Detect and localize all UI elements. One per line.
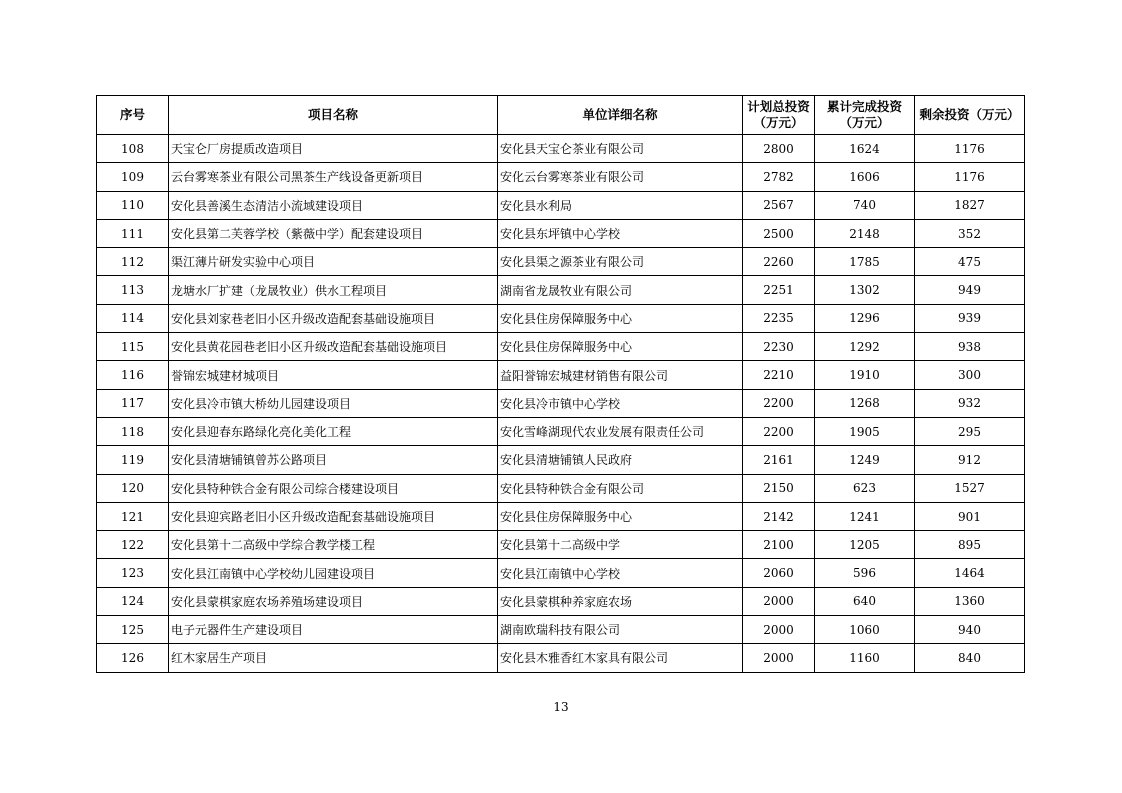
cell-project-name: 誉锦宏城建材城项目 [169,361,498,389]
cell-planned-investment: 2142 [743,502,815,530]
table-row [97,559,1025,587]
cell-project-name: 安化县黄花园巷老旧小区升级改造配套基础设施项目 [169,333,498,361]
cell-planned-investment: 2567 [743,191,815,219]
table-row [97,135,1025,163]
table-row [97,616,1025,644]
header-planned-investment: 计划总投资（万元） [743,96,815,135]
cell-index: 123 [97,559,169,587]
cell-remaining-investment: 840 [915,644,1025,672]
cell-index: 111 [97,219,169,247]
cell-remaining-investment: 1176 [915,163,1025,191]
cell-planned-investment: 2782 [743,163,815,191]
cell-planned-investment: 2000 [743,587,815,615]
cell-completed-investment: 740 [815,191,915,219]
cell-completed-investment: 1606 [815,163,915,191]
cell-project-name: 安化县刘家巷老旧小区升级改造配套基础设施项目 [169,304,498,332]
page-number: 13 [553,700,569,714]
cell-remaining-investment: 475 [915,248,1025,276]
cell-unit-name: 安化县第十二高级中学 [498,531,743,559]
cell-completed-investment: 1060 [815,616,915,644]
cell-planned-investment: 2200 [743,417,815,445]
cell-project-name: 安化县蒙棋家庭农场养殖场建设项目 [169,587,498,615]
table-row [97,474,1025,502]
investment-table [96,95,1025,673]
table-row [97,248,1025,276]
cell-project-name: 安化县第二芙蓉学校（紫薇中学）配套建设项目 [169,219,498,247]
cell-unit-name: 安化县住房保障服务中心 [498,502,743,530]
cell-project-name: 电子元器件生产建设项目 [169,616,498,644]
cell-index: 117 [97,389,169,417]
cell-project-name: 安化县迎宾路老旧小区升级改造配套基础设施项目 [169,502,498,530]
cell-remaining-investment: 932 [915,389,1025,417]
cell-index: 108 [97,135,169,163]
cell-planned-investment: 2260 [743,248,815,276]
table-row [97,219,1025,247]
header-completed-investment: 累计完成投资（万元） [815,96,915,135]
cell-index: 114 [97,304,169,332]
cell-unit-name: 安化县蒙棋种养家庭农场 [498,587,743,615]
table-row [97,333,1025,361]
cell-project-name: 云台雾寒茶业有限公司黑茶生产线设备更新项目 [169,163,498,191]
cell-remaining-investment: 940 [915,616,1025,644]
cell-planned-investment: 2000 [743,644,815,672]
cell-completed-investment: 640 [815,587,915,615]
cell-project-name: 渠江薄片研发实验中心项目 [169,248,498,276]
cell-completed-investment: 1268 [815,389,915,417]
cell-completed-investment: 1292 [815,333,915,361]
table-row [97,163,1025,191]
cell-index: 126 [97,644,169,672]
cell-unit-name: 湖南省龙晟牧业有限公司 [498,276,743,304]
cell-index: 124 [97,587,169,615]
header-index: 序号 [97,96,169,135]
cell-project-name: 龙塘水厂扩建（龙晟牧业）供水工程项目 [169,276,498,304]
cell-index: 110 [97,191,169,219]
header-remaining-investment: 剩余投资（万元） [915,96,1025,135]
cell-unit-name: 安化县东坪镇中心学校 [498,219,743,247]
cell-completed-investment: 1249 [815,446,915,474]
cell-unit-name: 安化县住房保障服务中心 [498,304,743,332]
cell-index: 115 [97,333,169,361]
cell-completed-investment: 1160 [815,644,915,672]
cell-unit-name: 安化县住房保障服务中心 [498,333,743,361]
cell-planned-investment: 2200 [743,389,815,417]
cell-remaining-investment: 1464 [915,559,1025,587]
cell-remaining-investment: 895 [915,531,1025,559]
table-header-row [97,96,1025,135]
cell-project-name: 安化县迎春东路绿化亮化美化工程 [169,417,498,445]
cell-planned-investment: 2500 [743,219,815,247]
cell-project-name: 安化县冷市镇大桥幼儿园建设项目 [169,389,498,417]
cell-index: 119 [97,446,169,474]
cell-index: 109 [97,163,169,191]
cell-planned-investment: 2210 [743,361,815,389]
cell-unit-name: 安化县清塘铺镇人民政府 [498,446,743,474]
cell-planned-investment: 2100 [743,531,815,559]
cell-remaining-investment: 300 [915,361,1025,389]
cell-project-name: 天宝仑厂房提质改造项目 [169,135,498,163]
cell-index: 116 [97,361,169,389]
cell-project-name: 安化县清塘铺镇曾苏公路项目 [169,446,498,474]
cell-planned-investment: 2251 [743,276,815,304]
cell-remaining-investment: 912 [915,446,1025,474]
header-project-name: 项目名称 [169,96,498,135]
cell-project-name: 安化县第十二高级中学综合教学楼工程 [169,531,498,559]
cell-completed-investment: 1785 [815,248,915,276]
cell-project-name: 安化县江南镇中心学校幼儿园建设项目 [169,559,498,587]
cell-remaining-investment: 295 [915,417,1025,445]
cell-unit-name: 安化县渠之源茶业有限公司 [498,248,743,276]
table-row [97,191,1025,219]
cell-project-name: 安化县善溪生态清洁小流域建设项目 [169,191,498,219]
cell-completed-investment: 1624 [815,135,915,163]
cell-completed-investment: 1205 [815,531,915,559]
cell-planned-investment: 2060 [743,559,815,587]
cell-unit-name: 安化县江南镇中心学校 [498,559,743,587]
cell-remaining-investment: 901 [915,502,1025,530]
cell-completed-investment: 1302 [815,276,915,304]
table-row [97,276,1025,304]
table-row [97,587,1025,615]
cell-unit-name: 益阳誉锦宏城建材销售有限公司 [498,361,743,389]
cell-planned-investment: 2800 [743,135,815,163]
cell-index: 122 [97,531,169,559]
cell-planned-investment: 2230 [743,333,815,361]
cell-planned-investment: 2161 [743,446,815,474]
cell-unit-name: 安化云台雾寒茶业有限公司 [498,163,743,191]
cell-completed-investment: 596 [815,559,915,587]
cell-remaining-investment: 1176 [915,135,1025,163]
table-row [97,417,1025,445]
table-row [97,304,1025,332]
cell-remaining-investment: 352 [915,219,1025,247]
cell-index: 120 [97,474,169,502]
cell-unit-name: 安化县冷市镇中心学校 [498,389,743,417]
cell-completed-investment: 1910 [815,361,915,389]
cell-planned-investment: 2150 [743,474,815,502]
cell-project-name: 安化县特种铁合金有限公司综合楼建设项目 [169,474,498,502]
cell-unit-name: 湖南欧瑞科技有限公司 [498,616,743,644]
table-row [97,502,1025,530]
cell-completed-investment: 623 [815,474,915,502]
cell-completed-investment: 1241 [815,502,915,530]
cell-unit-name: 安化县水利局 [498,191,743,219]
cell-remaining-investment: 1360 [915,587,1025,615]
cell-index: 113 [97,276,169,304]
cell-index: 125 [97,616,169,644]
cell-unit-name: 安化县天宝仑茶业有限公司 [498,135,743,163]
cell-remaining-investment: 939 [915,304,1025,332]
cell-unit-name: 安化雪峰湖现代农业发展有限责任公司 [498,417,743,445]
cell-planned-investment: 2000 [743,616,815,644]
cell-index: 118 [97,417,169,445]
table-row [97,389,1025,417]
table-row [97,531,1025,559]
cell-unit-name: 安化县木雅香红木家具有限公司 [498,644,743,672]
table-row [97,361,1025,389]
table-row [97,446,1025,474]
cell-remaining-investment: 1527 [915,474,1025,502]
cell-remaining-investment: 1827 [915,191,1025,219]
cell-project-name: 红木家居生产项目 [169,644,498,672]
header-unit-name: 单位详细名称 [498,96,743,135]
table-row [97,644,1025,672]
cell-completed-investment: 2148 [815,219,915,247]
cell-unit-name: 安化县特种铁合金有限公司 [498,474,743,502]
cell-remaining-investment: 949 [915,276,1025,304]
cell-remaining-investment: 938 [915,333,1025,361]
cell-index: 121 [97,502,169,530]
cell-completed-investment: 1905 [815,417,915,445]
cell-planned-investment: 2235 [743,304,815,332]
cell-index: 112 [97,248,169,276]
cell-completed-investment: 1296 [815,304,915,332]
